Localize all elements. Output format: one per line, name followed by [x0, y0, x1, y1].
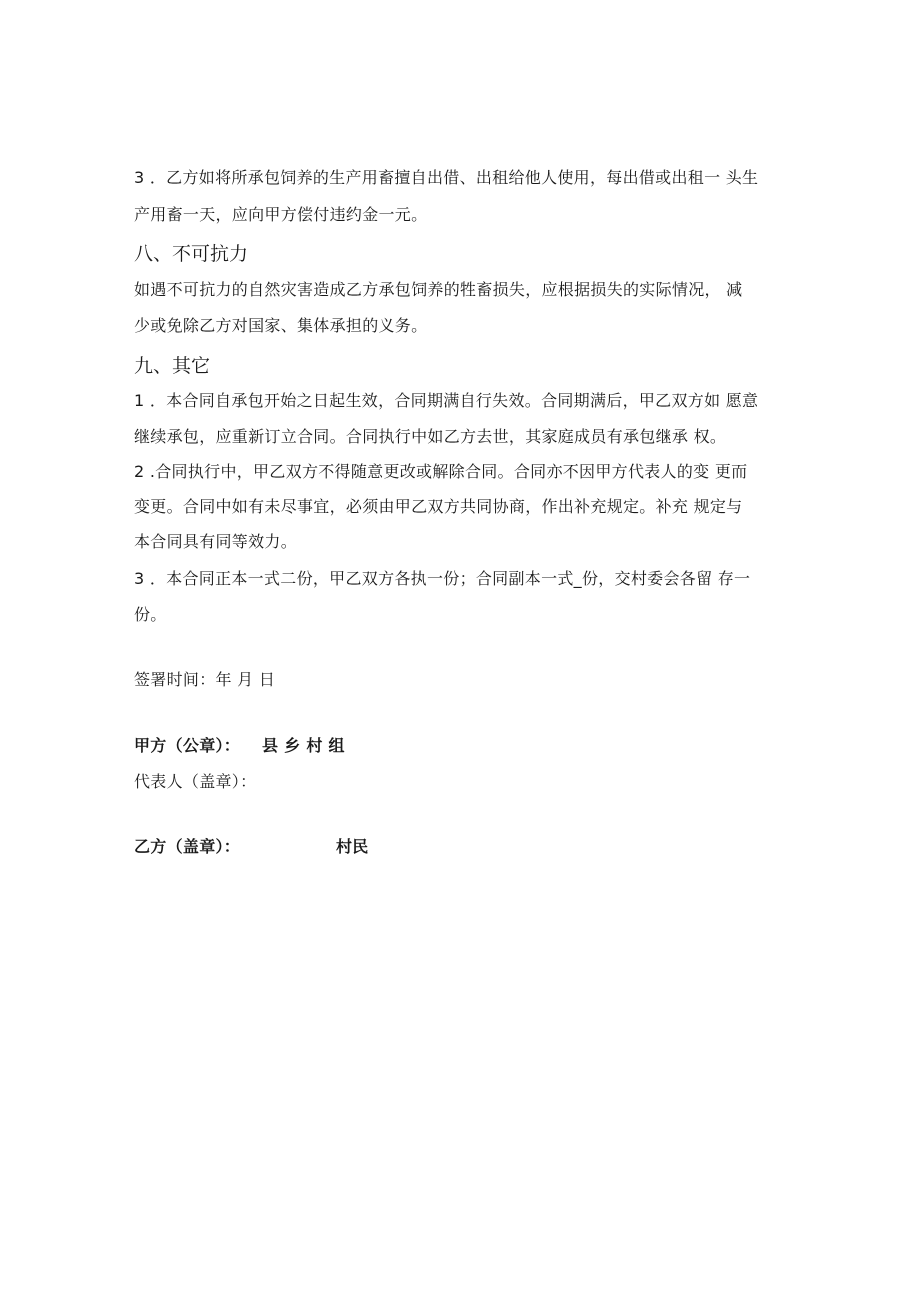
section-9-item-2-line-1: 2 .合同执行中，甲乙双方不得随意更改或解除合同。合同亦不因甲方代表人的变 更而 [134, 462, 748, 481]
section-9-item-3-line-1: 3 ．本合同正本一式二份，甲乙双方各执一份；合同副本一式_份，交村委会各留 存一 [134, 569, 751, 588]
section-9-item-3-line-2: 份。 [134, 605, 167, 624]
representative-label: 代表人（盖章）： [134, 772, 257, 791]
party-a-value: 县 乡 村 组 [262, 736, 345, 755]
party-b-value: 村民 [336, 837, 369, 856]
section-8-line-1: 如遇不可抗力的自然灾害造成乙方承包饲养的牲畜损失，应根据损失的实际情况， 减 [134, 280, 743, 299]
party-a-label: 甲方（公章）： [134, 736, 241, 755]
section-9-item-2-line-3: 本合同具有同等效力。 [134, 532, 298, 551]
clause-8-3-line-2: 产用畜一天，应向甲方偿付违约金一元。 [134, 205, 428, 224]
section-9-item-1-line-2: 继续承包，应重新订立合同。合同执行中如乙方去世，其家庭成员有承包继承 权。 [134, 427, 727, 446]
section-9-title: 九、其它 [134, 355, 211, 377]
section-9-item-2-line-2: 变更。合同中如有未尽事宜，必须由甲乙双方共同协商，作出补充规定。补充 规定与 [134, 497, 743, 516]
section-8-line-2: 少或免除乙方对国家、集体承担的义务。 [134, 316, 428, 335]
clause-8-3-line-1: 3 ．乙方如将所承包饲养的生产用畜擅自出借、出租给他人使用，每出借或出租一 头生 [134, 168, 759, 187]
party-b-label: 乙方（盖章）： [134, 837, 241, 856]
section-9-item-1-line-1: 1 ．本合同自承包开始之日起生效，合同期满自行失效。合同期满后，甲乙双方如 愿意 [134, 391, 759, 410]
signing-date: 签署时间：年 月 日 [134, 670, 276, 689]
section-8-title: 八、不可抗力 [134, 243, 249, 265]
